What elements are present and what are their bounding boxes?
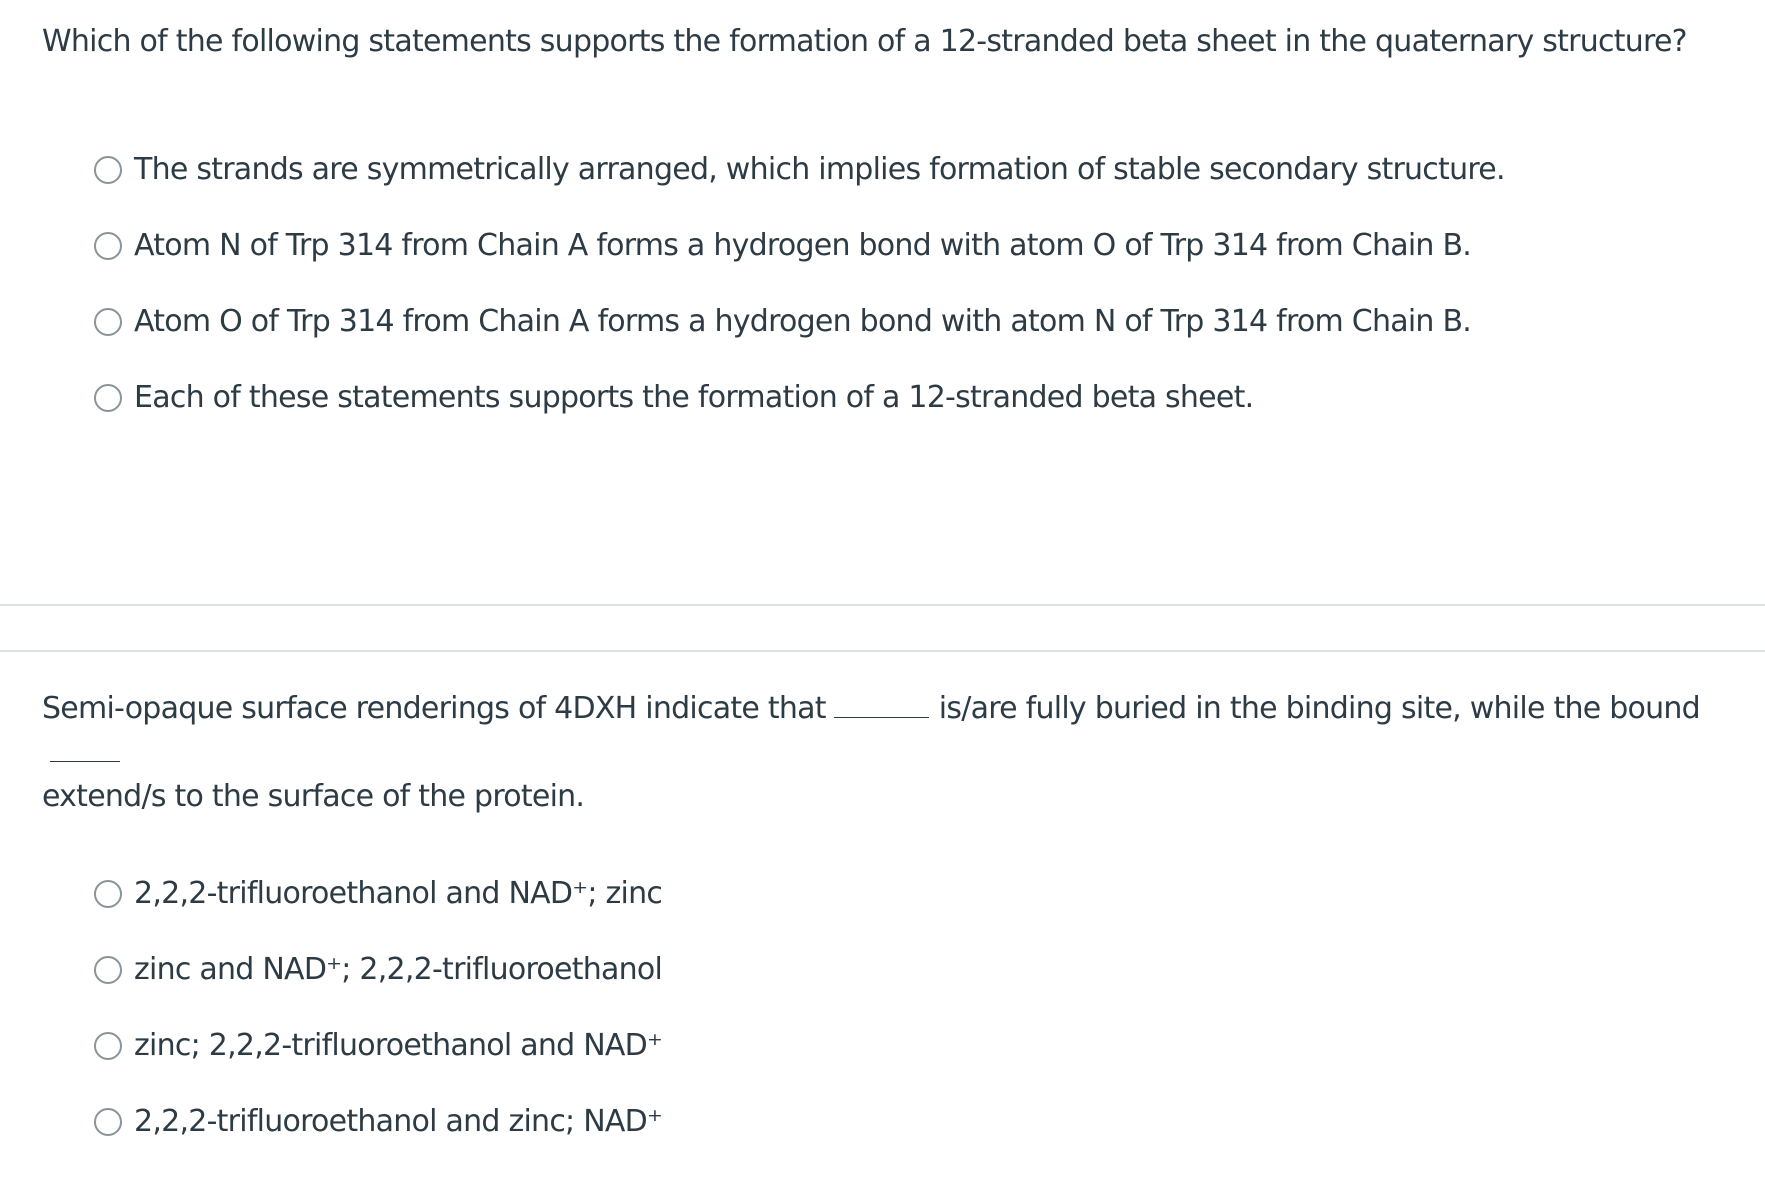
answer-label[interactable]: 2,2,2-trifluoroethanol and zinc; NAD⁺ xyxy=(134,1104,663,1139)
answer-label[interactable]: zinc and NAD⁺; 2,2,2-trifluoroethanol xyxy=(134,952,663,987)
question-1-text: Which of the following statements supports the formation of a 12-stranded beta sheet in the quaternary structure? xyxy=(42,24,1687,59)
radio-button[interactable] xyxy=(94,880,122,908)
answer-label[interactable]: Atom N of Trp 314 from Chain A forms a hydrogen bond with atom O of Trp 314 from Chain B. xyxy=(134,228,1472,263)
answer-label[interactable]: Atom O of Trp 314 from Chain A forms a hydrogen bond with atom N of Trp 314 from Chain B. xyxy=(134,304,1472,339)
radio-button[interactable] xyxy=(94,156,122,184)
answer-label[interactable]: zinc; 2,2,2-trifluoroethanol and NAD⁺ xyxy=(134,1028,663,1063)
radio-button[interactable] xyxy=(94,308,122,336)
question-2-text xyxy=(42,687,1742,819)
radio-button[interactable] xyxy=(94,1032,122,1060)
fill-in-blank xyxy=(50,733,120,762)
question-2-text-part1: Semi-opaque surface renderings of 4DXH indicate that xyxy=(42,691,826,726)
question-2-text-part2: is/are fully buried in the binding site, while the bound xyxy=(938,691,1700,726)
answer-label[interactable]: 2,2,2-trifluoroethanol and NAD⁺; zinc xyxy=(134,876,663,911)
radio-button[interactable] xyxy=(94,956,122,984)
question-2-text-part3: extend/s to the surface of the protein. xyxy=(42,779,585,814)
radio-button[interactable] xyxy=(94,1108,122,1136)
answer-label[interactable]: Each of these statements supports the formation of a 12-stranded beta sheet. xyxy=(134,380,1254,415)
question-divider xyxy=(0,604,1765,606)
answer-label[interactable]: The strands are symmetrically arranged, which implies formation of stable secondary structure. xyxy=(134,152,1505,187)
question-2 xyxy=(0,651,1765,1155)
radio-button[interactable] xyxy=(94,232,122,260)
fill-in-blank xyxy=(834,689,929,718)
radio-button[interactable] xyxy=(94,384,122,412)
